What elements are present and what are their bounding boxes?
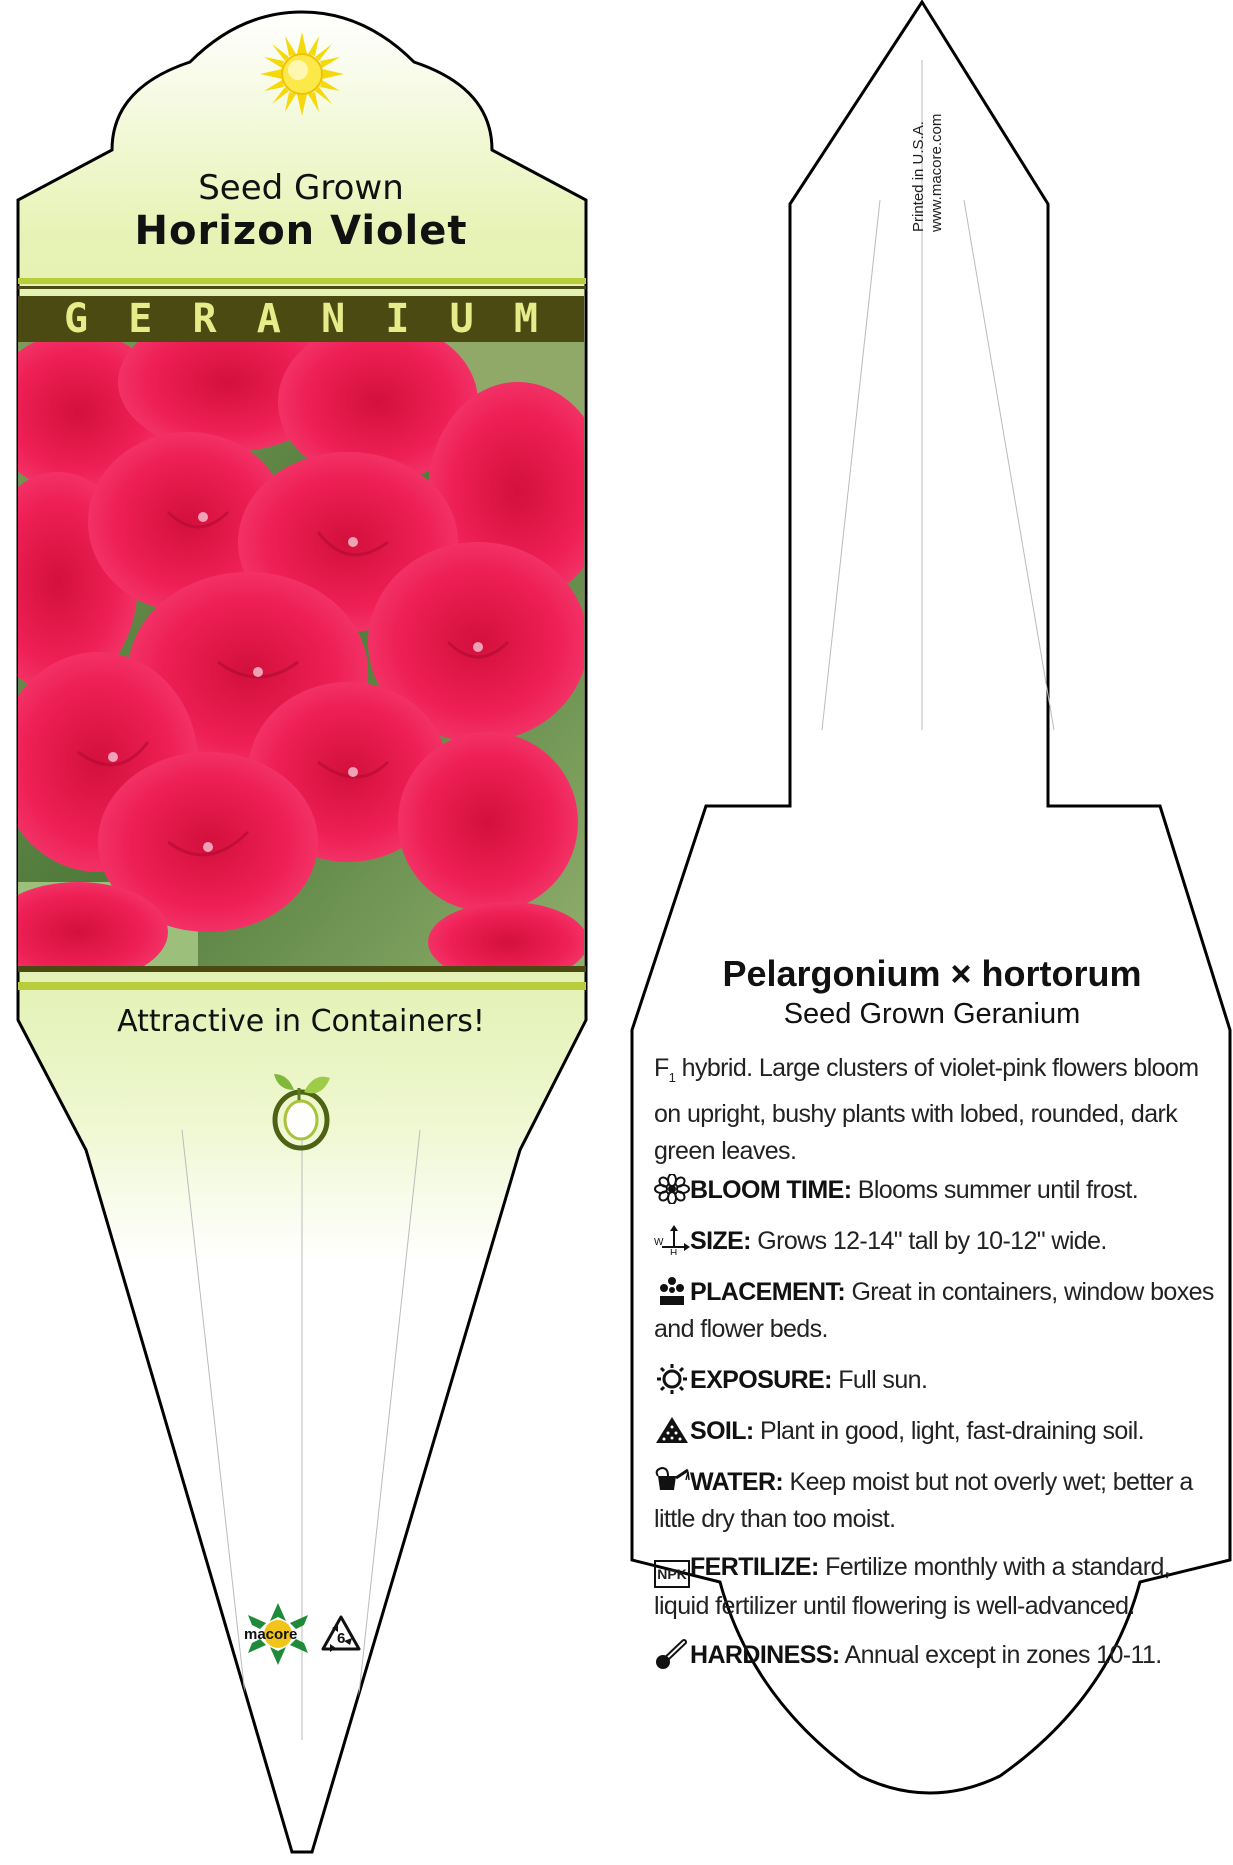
f-label: F: [654, 1054, 669, 1082]
attr-exposure: [654, 1362, 1214, 1399]
attr-text: Full sun.: [831, 1366, 928, 1394]
npk-label: NPK: [657, 1566, 687, 1582]
rule-top-2: [18, 286, 586, 289]
common-name: Seed Grown Geranium: [783, 998, 1081, 1030]
size-h-letter: H: [670, 1248, 677, 1255]
attr-soil: [654, 1413, 1214, 1450]
attr-text: Blooms summer until frost.: [851, 1176, 1139, 1204]
seed-sprout-icon: [268, 1068, 334, 1152]
attr-text: Fertilize monthly with a standard, liquid fertilizer until flowering is well-advanced.: [654, 1553, 1171, 1620]
attr-label: FERTILIZE:: [690, 1553, 819, 1581]
geranium-flower-photo: [18, 342, 584, 966]
variety-name: Horizon Violet: [134, 208, 468, 254]
genus-letter: N: [321, 296, 346, 342]
flower-icon: [654, 1174, 690, 1204]
thermometer-icon: [654, 1639, 690, 1669]
exposure-sun-icon: [654, 1364, 690, 1394]
brand-name: macore: [244, 1626, 298, 1643]
f-subscript: 1: [668, 1070, 676, 1085]
attr-text: Annual except in zones 10-11.: [839, 1641, 1162, 1669]
recycle-code: 6: [337, 1630, 346, 1647]
attr-water: [654, 1464, 1214, 1538]
attr-fertilize: [654, 1549, 1214, 1625]
attr-label: BLOOM TIME:: [690, 1176, 852, 1204]
seed-grown-label: Seed Grown: [198, 168, 404, 208]
rule-bottom-1: [18, 966, 586, 972]
description-text: hybrid. Large clusters of violet-pink flowers bloom on upright, bushy plants with lobed, rounded, dark green leaves.: [654, 1054, 1199, 1165]
plant-description: [654, 1050, 1214, 1170]
attr-hardiness: [654, 1637, 1214, 1674]
genus-band: [18, 296, 584, 342]
soil-icon: [654, 1415, 690, 1445]
placement-icon: [654, 1276, 690, 1306]
attr-label: HARDINESS:: [690, 1641, 840, 1669]
attr-text: Grows 12-14" tall by 10-12" wide.: [750, 1227, 1107, 1255]
website-label: www.macore.com: [928, 113, 945, 232]
attr-size: [654, 1223, 1214, 1260]
genus-letter: R: [192, 296, 217, 342]
printed-in-label: Printed in U.S.A.: [910, 121, 927, 232]
genus-letter: M: [513, 296, 538, 342]
genus-letter: U: [449, 296, 474, 342]
attr-text: Great in containers, window boxes and flower beds.: [654, 1278, 1214, 1343]
genus-letter: G: [64, 296, 89, 342]
attr-bloom-time: [654, 1172, 1214, 1209]
rule-bottom-2: [18, 982, 586, 990]
attr-text: Keep moist but not overly wet; better a little dry than too moist.: [654, 1468, 1193, 1533]
sun-icon: [258, 30, 346, 118]
attr-label: SIZE:: [690, 1227, 751, 1255]
genus-letter: A: [256, 296, 281, 342]
npk-icon: [654, 1560, 690, 1588]
attr-label: EXPOSURE:: [690, 1366, 832, 1394]
attr-label: PLACEMENT:: [690, 1278, 846, 1306]
size-icon: [654, 1225, 690, 1255]
attr-label: WATER:: [690, 1468, 784, 1496]
attr-placement: [654, 1274, 1214, 1348]
attr-label: SOIL:: [690, 1417, 754, 1445]
genus-letter: E: [128, 296, 153, 342]
tagline: Attractive in Containers!: [117, 1004, 485, 1039]
rule-top-1: [18, 278, 586, 284]
attr-text: Plant in good, light, fast-draining soil.: [753, 1417, 1144, 1445]
printed-info: [910, 114, 946, 232]
scientific-name: Pelargonium × hortorum: [722, 953, 1142, 994]
size-w-letter: W: [654, 1237, 663, 1248]
genus-letter: I: [385, 296, 410, 342]
watering-can-icon: [654, 1466, 690, 1496]
